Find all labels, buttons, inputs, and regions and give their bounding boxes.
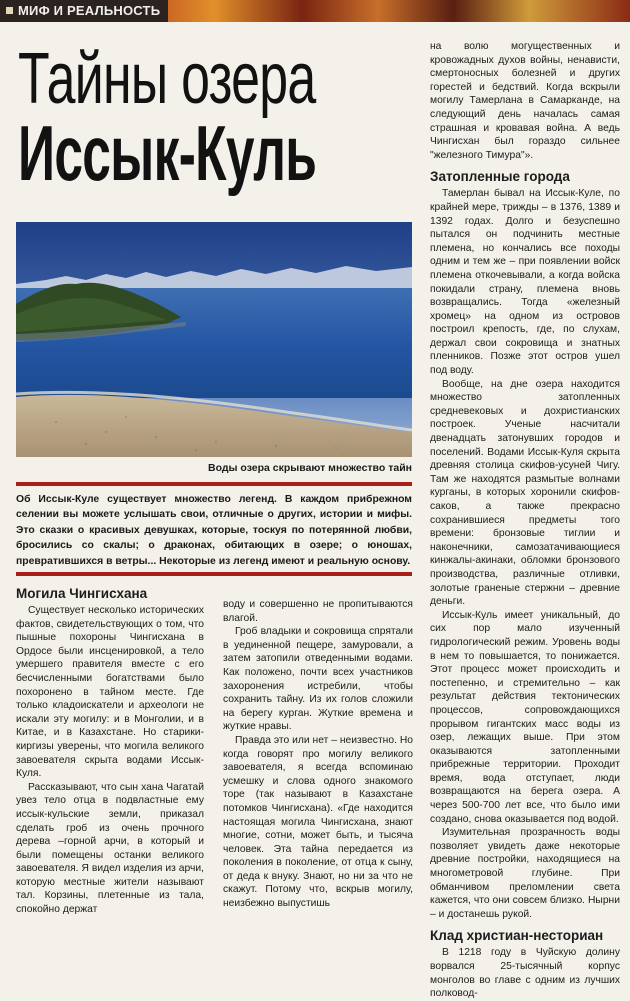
col2-paragraph-1: воду и совершенно не пропитываются влагой. [223,599,413,624]
col3-paragraph-2: Тамерлан бывал на Иссык-Куле, по крайней мере, трижды – в 1376, 1389 и 1392 годах. Долго и безуспешно пытался он подчинить местные племена, но кончались все походы одним и тем же – при появлении войск племена откочевывали, а когда войска покидали страну, племена вновь возвращались. Тогда «железный хромец» на одном из островов построил крепость, где, по слухам, держал свои сокровища и знатных пленников. Позже этот остров ушел под воду. [430,188,620,377]
section-label-text: МИФ И РЕАЛЬНОСТЬ [18,3,161,18]
col1-paragraph-2: Рассказывают, что сын хана Чагатай увез тело отца в подвластные ему иссык-кульские земли, приказал сделать гроб из очень прочного дерева –горной арчи, в который и были помещены останки великого завоевателя. Я видел изделия из арчи, которую местные жители называют тал. Корзины, плетенные из тала, спокойно держат [16,781,204,916]
col2-paragraph-3: Правда это или нет – неизвестно. Но когда говорят про могилу великого завоевателя, я всегда вспоминаю усмешку и слова одного знакомого торе (так называют в Казахстане потомков Чингисхана). «Где находится настоящая могила Чингисхана, знают многие, сотни, может быть, и тысяча человек. Эта тайна передается из поколения в поколение, от отца к сыну, от деда к внуку. Знают, но ни за что не скажут. Потому что, вскрыв могилу, неизбежно выпустишь [223,734,413,910]
column-3 [430,40,620,1001]
col3-paragraph-1: на волю могущественных и кровожадных духов войны, ненависти, смертоносных болезней и других горестей и бедствий. Когда вскрыли могилу Тамерлана в Самарканде, на следующий день началась самая страшная и кровавая война. А ведь Чингисхан был гораздо сильнее "железного Тимура"». [430,41,620,161]
lead-bottom-rule [16,572,412,576]
col3-paragraph-4: Иссык-Куль имеет уникальный, до сих пор мало изученный гидрологический режим. Уровень воды в нем то повышается, то понижается. Этот процесс может происходить и постепенно, и стремительно – как результат действия тектонических процессов, сопровождающихся прорывом гигантских масс воды из озер, лежащих выше. При этом оказываются затопленными прибрежные территории. Проходит время, вода отступает, люди возвращаются на берега озера. А через 500-700 лет все, что было ими создано, снова оказывается под водой. [430,609,620,825]
section-label [6,3,160,18]
section-header-bar [0,0,630,22]
col1-paragraph-1: Существует несколько исторических фактов, свидетельствующих о том, что пышные похороны Чингисхана в Ордосе были инсценировкой, а тело умершего правителя вместе с его бесчисленными богатствами было похоронено в тайном месте. Где только кладоискатели и археологи не искали эту могилу: и в Монголии, и в Китае, и в Казахстане. Но старики-киргизы уверены, что могила великого завоевателя скрыта водами Иссык-Куля. [16,605,204,780]
column-1 [16,585,204,917]
col2-paragraph-2: Гроб владыки и сокровища спрятали в уединенной пещере, замуровали, а затем затопили отведенными водами. Как положено, почти всех участников захоронения истребили, чтобы сохранить тайну. Из их голов сложили на берегу курган. Жуткие времена и жуткие нравы. [223,626,413,733]
col3-paragraph-3: Вообще, на дне озера находится множество затопленных средневековых и дохристианских построек. Ученые насчитали двенадцать затонувших городов и поселений. Водами Иссык-Куля скрыта древняя столица скифов-усуней Чигу. Там же находятся размытые волнами курганы, в которых хоронили скифов-саков, а также прекрасно сохранившиеся предметы того времени: бронзовые тиглии и наконечники, самозатачивающиеся кинжалы-акинаки, обломки бронзового производства, различные отливки, золотые граненые стержни – древние деньги. [430,378,620,608]
heading-chingiskhan-grave: Могила Чингисхана [16,586,148,601]
heading-flooded-cities: Затопленные города [430,169,570,185]
lead-top-rule [16,482,412,486]
article-title-line1: Тайны озера [18,39,316,119]
photo-caption: Воды озера скрывают множество тайн [208,462,412,474]
article-title-line2: Иссык-Куль [18,109,317,197]
col3-paragraph-6: В 1218 году в Чуйскую долину ворвался 25-тысячный корпус монголов во главе с одним из лучших полковод- [430,947,620,1000]
col3-paragraph-5: Изумительная прозрачность воды позволяет увидеть даже некоторые древние постройки, находящиеся на многометровой глубине. При обманчивом преломлении света кажется, что они совсем близко. Нырни – и достанешь рукой. [430,827,620,920]
column-2 [223,598,413,911]
lead-paragraph: Об Иссык-Куле существует множество легенд. В каждом прибрежном селении вы можете услышать свои, отличные о других, истории и мифы. Это сказки о красивых девушках, которые, тоскуя по потерянной любви, бросились со скалы; о драконах, обитающих в озере; о юношах, превратившихся в ветры... Некоторые из легенд имеют и реальную основу. [16,494,412,567]
heading-nestorian-treasure: Клад христиан-несториан [430,928,604,944]
square-bullet-icon [6,7,13,14]
lake-photo [16,222,412,457]
